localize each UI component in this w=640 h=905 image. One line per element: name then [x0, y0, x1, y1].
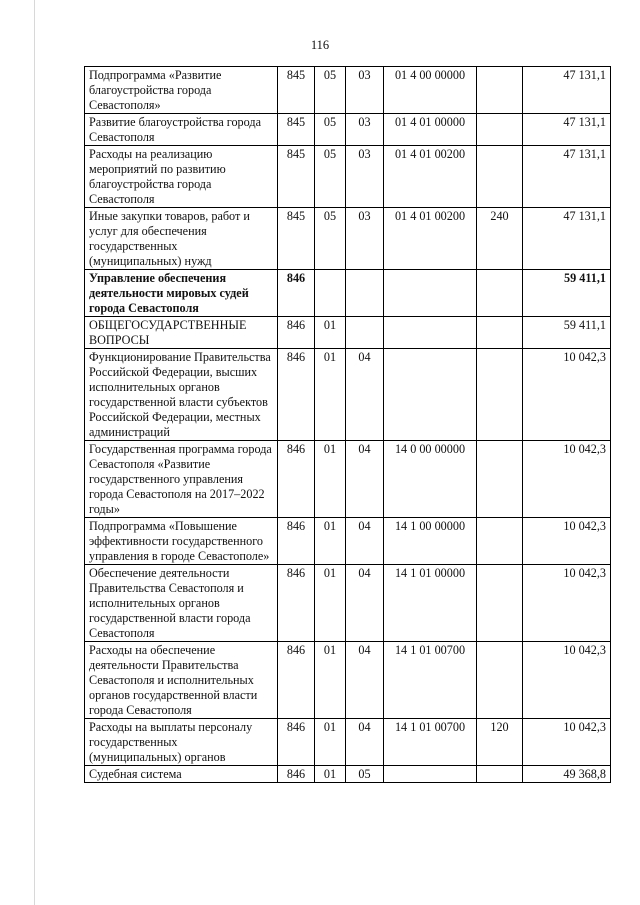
row-subsection-cell: 03: [346, 67, 384, 114]
row-subsection-cell: 04: [346, 518, 384, 565]
row-subsection-cell: 03: [346, 146, 384, 208]
table-row: [85, 270, 611, 317]
table-row: [85, 349, 611, 441]
row-grbs-cell: 846: [278, 317, 315, 349]
row-section-cell: 01: [315, 349, 346, 441]
row-grbs-cell: 845: [278, 208, 315, 270]
row-name-cell: Судебная система: [85, 766, 278, 783]
budget-table-body: [85, 67, 611, 783]
row-section-cell: 01: [315, 719, 346, 766]
row-target-article-cell: 14 1 01 00700: [384, 642, 477, 719]
row-name-cell: Подпрограмма «Развитие благоустройства города Севастополя»: [85, 67, 278, 114]
table-row: [85, 719, 611, 766]
row-name-cell: Развитие благоустройства города Севастополя: [85, 114, 278, 146]
row-amount-cell: 49 368,8: [523, 766, 611, 783]
row-subsection-cell: 05: [346, 766, 384, 783]
row-target-article-cell: 14 1 01 00000: [384, 565, 477, 642]
row-target-article-cell: 14 1 00 00000: [384, 518, 477, 565]
row-grbs-cell: 846: [278, 518, 315, 565]
row-subsection-cell: 04: [346, 441, 384, 518]
row-grbs-cell: 846: [278, 349, 315, 441]
table-row: [85, 441, 611, 518]
row-expense-type-cell: [477, 317, 523, 349]
row-amount-cell: 59 411,1: [523, 317, 611, 349]
row-target-article-cell: [384, 766, 477, 783]
row-amount-cell: 47 131,1: [523, 146, 611, 208]
row-expense-type-cell: [477, 67, 523, 114]
row-amount-cell: 10 042,3: [523, 349, 611, 441]
table-row: [85, 642, 611, 719]
table-row: [85, 146, 611, 208]
row-section-cell: 01: [315, 766, 346, 783]
row-target-article-cell: 01 4 01 00000: [384, 114, 477, 146]
row-section-cell: 01: [315, 518, 346, 565]
row-section-cell: 01: [315, 317, 346, 349]
table-row: [85, 208, 611, 270]
row-name-cell: Функционирование Правительства Российской Федерации, высших исполнительных органов государственной власти субъектов Российской Федерации, местных администраций: [85, 349, 278, 441]
row-section-cell: 01: [315, 441, 346, 518]
row-amount-cell: 10 042,3: [523, 642, 611, 719]
row-grbs-cell: 846: [278, 565, 315, 642]
row-expense-type-cell: 120: [477, 719, 523, 766]
row-subsection-cell: 04: [346, 719, 384, 766]
row-grbs-cell: 845: [278, 114, 315, 146]
row-section-cell: 05: [315, 208, 346, 270]
row-amount-cell: 10 042,3: [523, 518, 611, 565]
row-name-cell: Управление обеспечения деятельности мировых судей города Севастополя: [85, 270, 278, 317]
row-section-cell: 01: [315, 642, 346, 719]
row-target-article-cell: 14 0 00 00000: [384, 441, 477, 518]
table-row: [85, 766, 611, 783]
row-grbs-cell: 846: [278, 441, 315, 518]
row-section-cell: 05: [315, 146, 346, 208]
row-grbs-cell: 846: [278, 766, 315, 783]
row-section-cell: 05: [315, 114, 346, 146]
row-amount-cell: 10 042,3: [523, 441, 611, 518]
table-row: [85, 518, 611, 565]
row-target-article-cell: 14 1 01 00700: [384, 719, 477, 766]
row-amount-cell: 10 042,3: [523, 719, 611, 766]
row-target-article-cell: 01 4 00 00000: [384, 67, 477, 114]
row-expense-type-cell: [477, 565, 523, 642]
row-name-cell: Расходы на реализацию мероприятий по развитию благоустройства города Севастополя: [85, 146, 278, 208]
row-target-article-cell: [384, 270, 477, 317]
row-expense-type-cell: [477, 766, 523, 783]
table-row: [85, 114, 611, 146]
row-section-cell: 01: [315, 565, 346, 642]
row-expense-type-cell: [477, 349, 523, 441]
budget-table: [84, 66, 611, 783]
row-expense-type-cell: [477, 146, 523, 208]
row-target-article-cell: 01 4 01 00200: [384, 208, 477, 270]
row-subsection-cell: [346, 270, 384, 317]
row-expense-type-cell: 240: [477, 208, 523, 270]
row-expense-type-cell: [477, 518, 523, 565]
row-name-cell: ОБЩЕГОСУДАРСТВЕННЫЕ ВОПРОСЫ: [85, 317, 278, 349]
row-amount-cell: 10 042,3: [523, 565, 611, 642]
row-expense-type-cell: [477, 114, 523, 146]
row-grbs-cell: 846: [278, 642, 315, 719]
row-subsection-cell: 04: [346, 349, 384, 441]
row-subsection-cell: 03: [346, 114, 384, 146]
row-subsection-cell: 03: [346, 208, 384, 270]
row-subsection-cell: [346, 317, 384, 349]
row-section-cell: 05: [315, 67, 346, 114]
row-grbs-cell: 845: [278, 67, 315, 114]
row-target-article-cell: [384, 317, 477, 349]
row-name-cell: Расходы на выплаты персоналу государственных (муниципальных) органов: [85, 719, 278, 766]
row-subsection-cell: 04: [346, 642, 384, 719]
table-row: [85, 67, 611, 114]
row-expense-type-cell: [477, 642, 523, 719]
row-name-cell: Обеспечение деятельности Правительства Севастополя и исполнительных органов государственной власти города Севастополя: [85, 565, 278, 642]
table-row: [85, 317, 611, 349]
row-target-article-cell: [384, 349, 477, 441]
row-expense-type-cell: [477, 441, 523, 518]
row-section-cell: [315, 270, 346, 317]
row-name-cell: Подпрограмма «Повышение эффективности государственного управления в городе Севастополе»: [85, 518, 278, 565]
row-amount-cell: 47 131,1: [523, 208, 611, 270]
row-grbs-cell: 846: [278, 270, 315, 317]
row-grbs-cell: 845: [278, 146, 315, 208]
row-subsection-cell: 04: [346, 565, 384, 642]
scan-margin-line: [34, 0, 35, 905]
row-amount-cell: 47 131,1: [523, 114, 611, 146]
row-expense-type-cell: [477, 270, 523, 317]
row-name-cell: Государственная программа города Севастополя «Развитие государственного управления города Севастополя на 2017–2022 годы»: [85, 441, 278, 518]
table-row: [85, 565, 611, 642]
row-amount-cell: 59 411,1: [523, 270, 611, 317]
row-name-cell: Иные закупки товаров, работ и услуг для обеспечения государственных (муниципальных) нужд: [85, 208, 278, 270]
page-number: 116: [310, 38, 330, 52]
row-target-article-cell: 01 4 01 00200: [384, 146, 477, 208]
row-name-cell: Расходы на обеспечение деятельности Правительства Севастополя и исполнительных органов государственной власти города Севастополя: [85, 642, 278, 719]
row-grbs-cell: 846: [278, 719, 315, 766]
row-amount-cell: 47 131,1: [523, 67, 611, 114]
